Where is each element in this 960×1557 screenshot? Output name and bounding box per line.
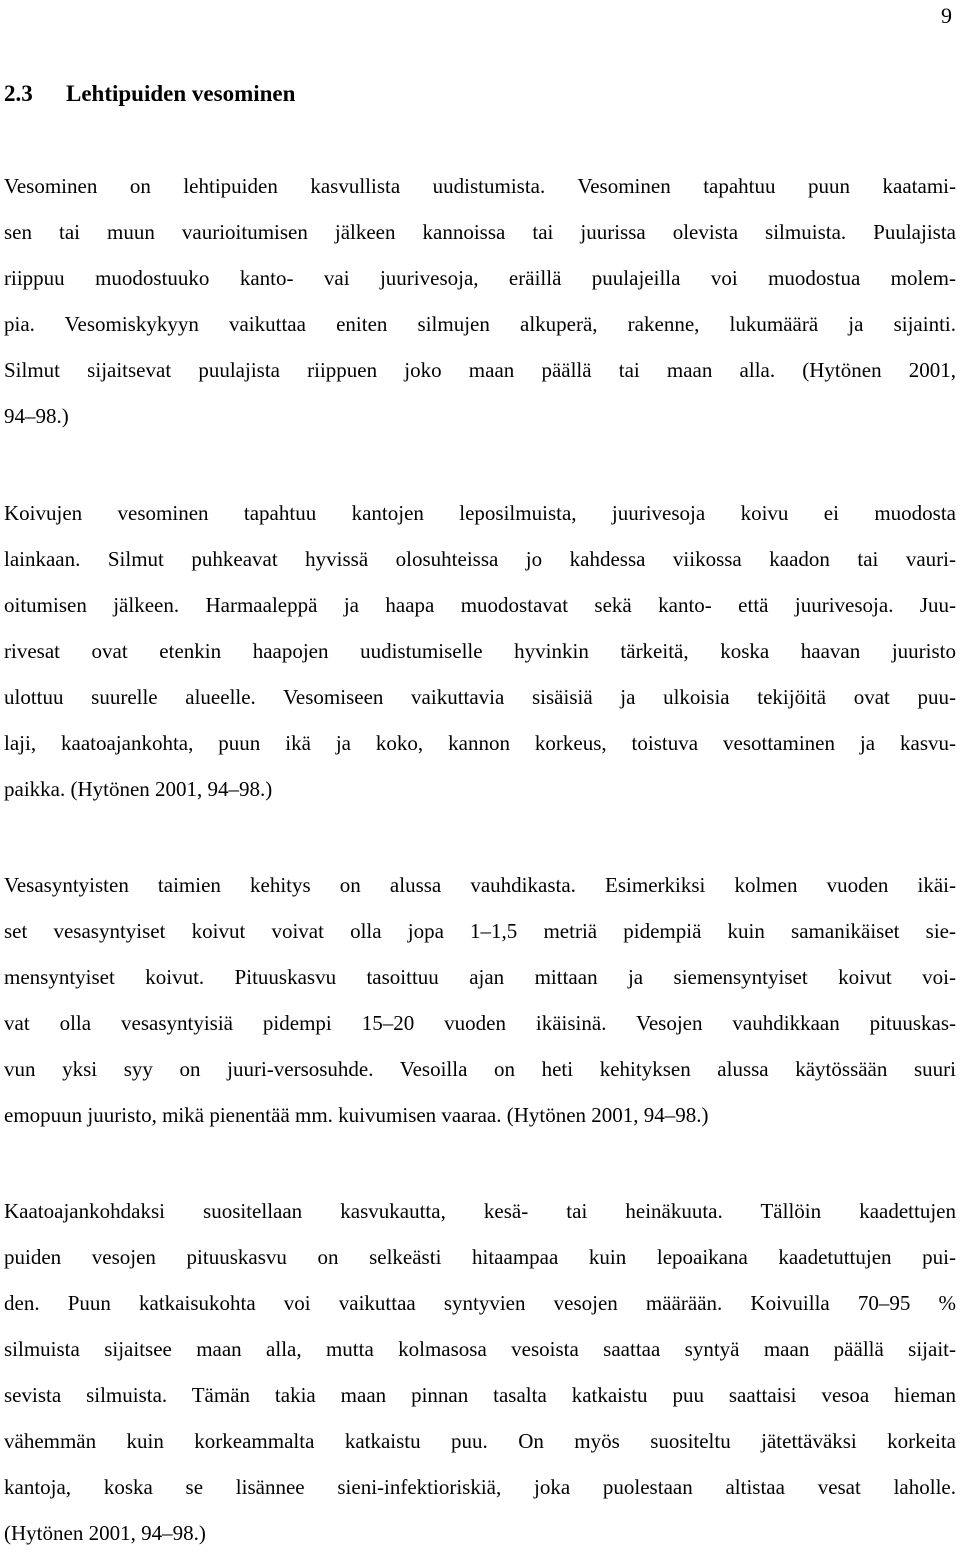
text-line: emopuun juuristo, mikä pienentää mm. kuivumisen vaaraa. (Hytönen 2001, 94–98.) xyxy=(4,1103,709,1127)
text-line: Silmut sijaitsevat puulajista riippuen joko maan päällä tai maan alla. (Hytönen 2001, xyxy=(4,358,956,382)
text-line: set vesasyntyiset koivut voivat olla jopa 1–1,5 metriä pidempiä kuin samanikäiset sie- xyxy=(4,919,956,943)
text-line: sevista silmuista. Tämän takia maan pinnan tasalta katkaistu puu saattaisi vesoa hieman xyxy=(4,1383,956,1407)
text-line: pia. Vesomiskykyyn vaikuttaa eniten silmujen alkuperä, rakenne, lukumäärä ja sijainti. xyxy=(4,312,956,336)
text-line: vat olla vesasyntyisiä pidempi 15–20 vuoden ikäisinä. Vesojen vauhdikkaan pituuskas- xyxy=(4,1011,956,1035)
text-line: Koivujen vesominen tapahtuu kantojen leposilmuista, juurivesoja koivu ei muodosta xyxy=(4,501,956,525)
text-line: mensyntyiset koivut. Pituuskasvu tasoittuu ajan mittaan ja siemensyntyiset koivut voi- xyxy=(4,965,956,989)
text-line: Vesasyntyisten taimien kehitys on alussa vauhdikasta. Esimerkiksi kolmen vuoden ikäi- xyxy=(4,873,956,897)
paragraph-2 xyxy=(4,490,956,812)
text-line: ulottuu suurelle alueelle. Vesomiseen vaikuttavia sisäisiä ja ulkoisia tekijöitä ovat puu- xyxy=(4,685,956,709)
text-line: silmuista sijaitsee maan alla, mutta kolmasosa vesoista saattaa syntyä maan päällä sijait- xyxy=(4,1337,956,1361)
text-line: laji, kaatoajankohta, puun ikä ja koko, kannon korkeus, toistuva vesottaminen ja kasvu- xyxy=(4,731,956,755)
text-line: rivesat ovat etenkin haapojen uudistumiselle hyvinkin tärkeitä, koska haavan juuristo xyxy=(4,639,956,663)
text-line: kantoja, koska se lisännee sieni-infektioriskiä, joka puolestaan altistaa vesat laholle. xyxy=(4,1475,956,1499)
text-line: den. Puun katkaisukohta voi vaikuttaa syntyvien vesojen määrään. Koivuilla 70–95 % xyxy=(4,1291,956,1315)
text-line: Vesominen on lehtipuiden kasvullista uudistumista. Vesominen tapahtuu puun kaatami- xyxy=(4,174,956,198)
section-heading xyxy=(4,78,295,110)
text-line: oitumisen jälkeen. Harmaaleppä ja haapa muodostavat sekä kanto- että juurivesoja. Juu- xyxy=(4,593,956,617)
text-line: riippuu muodostuuko kanto- vai juurivesoja, eräillä puulajeilla voi muodostua molem- xyxy=(4,266,956,290)
paragraph-3 xyxy=(4,862,956,1138)
paragraph-1 xyxy=(4,163,956,439)
text-line: Kaatoajankohdaksi suositellaan kasvukautta, kesä- tai heinäkuuta. Tällöin kaadettujen xyxy=(4,1199,956,1223)
text-line: puiden vesojen pituuskasvu on selkeästi hitaampaa kuin lepoaikana kaadetuttujen pui- xyxy=(4,1245,956,1269)
text-line: lainkaan. Silmut puhkeavat hyvissä olosuhteissa jo kahdessa viikossa kaadon tai vauri- xyxy=(4,547,956,571)
page-number: 9 xyxy=(941,3,952,28)
text-line: 94–98.) xyxy=(4,404,69,428)
text-line: sen tai muun vaurioitumisen jälkeen kannoissa tai juurissa olevista silmuista. Puulajista xyxy=(4,220,956,244)
text-line: (Hytönen 2001, 94–98.) xyxy=(4,1521,206,1545)
text-line: vun yksi syy on juuri-versosuhde. Vesoilla on heti kehityksen alussa käytössään suuri xyxy=(4,1057,956,1081)
text-line: vähemmän kuin korkeammalta katkaistu puu. On myös suositeltu jätettäväksi korkeita xyxy=(4,1429,956,1453)
section-title: Lehtipuiden vesominen xyxy=(66,81,296,106)
paragraph-4 xyxy=(4,1188,956,1556)
section-number: 2.3 xyxy=(4,81,33,106)
text-line: paikka. (Hytönen 2001, 94–98.) xyxy=(4,777,273,801)
